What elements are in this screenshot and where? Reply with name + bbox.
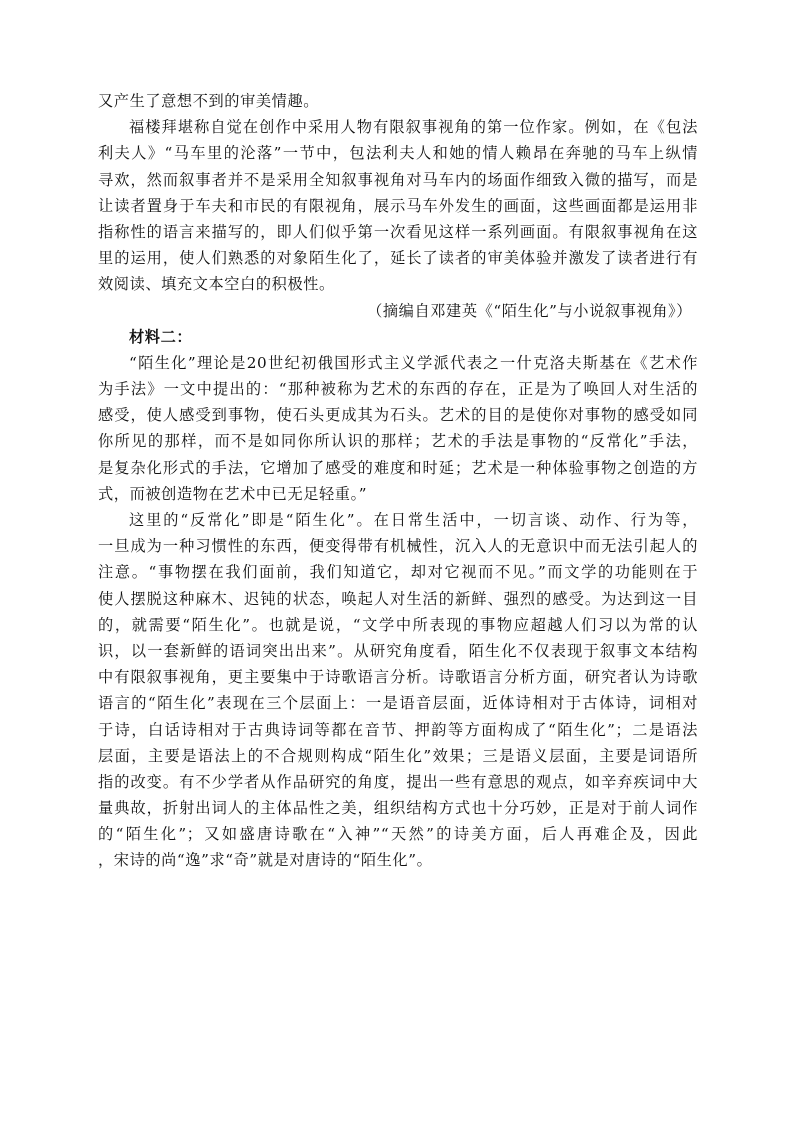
text-line: 你所见的那样，而不是如同你所认识的那样；艺术的手法是事物的“反常化”手法， [98,432,698,451]
text-line: 层面，主要是语法上的不合规则构成“陌生化”效果；三是语义层面，主要是词语所 [98,746,698,765]
paragraph-intro [98,88,698,114]
text-line: 量典故，折射出词人的主体品性之美，组织结构方式也十分巧妙，正是对于前人词作 [98,799,698,818]
citation: （摘编自邓建英《“陌生化”与小说叙事视角》） [367,301,692,320]
text-line: 让读者置身于车夫和市民的有限视角，展示马车外发生的画面，这些画面都是运用非 [98,196,698,215]
text-line: 这里的“反常化”即是“陌生化”。在日常生活中，一切言谈、动作、行为等， [129,511,698,529]
text-line: 感受，使人感受到事物，使石头更成其为石头。艺术的目的是使你对事物的感受如同 [98,406,698,425]
text-line: 为手法》一文中提出的：“那种被称为艺术的东西的存在，正是为了唤回人对生活的 [98,380,698,399]
text-line: 中有限叙事视角，更主要集中于诗歌语言分析。诗歌语言分析方面，研究者认为诗歌 [98,668,698,687]
text-line: 的“陌生化”；又如盛唐诗歌在“入神”“天然”的诗美方面，后人再难企及，因此 [98,825,698,844]
text-line: 语言的“陌生化”表现在三个层面上：一是语音层面，近体诗相对于古体诗，词相对 [98,694,698,713]
paragraph-theory [98,350,698,507]
text-line: 里的运用，使人们熟悉的对象陌生化了，延长了读者的审美体验并激发了读者进行有 [98,249,698,268]
text-line: 的，就需要“陌生化”。也就是说，“文学中所表现的事物应超越人们习以为常的认 [98,615,698,634]
material-two-heading: 材料二： [129,327,193,346]
text-line: ，宋诗的尚“逸”求“奇”就是对唐诗的“陌生化”。 [98,851,433,870]
paragraph-defamiliarization [98,507,698,874]
text-line: 效阅读、填充文本空白的积极性。 [98,275,335,294]
text-line: 指的改变。有不少学者从作品研究的角度，提出一些有意思的观点，如辛弃疾词中大 [98,772,698,791]
text-line: 是复杂化形式的手法，它增加了感受的难度和时延；艺术是一种体验事物之创造的方 [98,458,698,477]
document-page [98,88,698,874]
paragraph-flaubert [98,114,698,297]
text-line: 指称性的语言来描写的，即人们似乎第一次看见这样一系列画面。有限叙事视角在这 [98,222,698,241]
text-line: 注意。“事物摆在我们面前，我们知道它，却对它视而不见。”而文学的功能则在于 [98,563,698,582]
text-line: 识，以一套新鲜的语词突出出来”。从研究角度看，陌生化不仅表现于叙事文本结构 [98,641,698,660]
text-line: 式，而被创造物在艺术中已无足轻重。” [98,484,368,503]
text-line: 寻欢，然而叙事者并不是采用全知叙事视角对马车内的场面作细致入微的描写，而是 [98,170,698,189]
text-line: “陌生化”理论是20世纪初俄国形式主义学派代表之一什克洛夫斯基在《艺术作 [129,353,698,372]
text-line: 又产生了意想不到的审美情趣。 [98,92,320,110]
text-line: 福楼拜堪称自觉在创作中采用人物有限叙事视角的第一位作家。例如，在《包法 [129,118,698,137]
text-line: 于诗，白话诗相对于古典诗词等都在音节、押韵等方面构成了“陌生化”；二是语法 [98,720,698,739]
text-line: 使人摆脱这种麻木、迟钝的状态，唤起人对生活的新鲜、强烈的感受。为达到这一目 [98,589,698,608]
text-line: 一旦成为一种习惯性的东西，便变得带有机械性，沉入人的无意识中而无法引起人的 [98,537,698,556]
text-line: 利夫人》“马车里的沦落”一节中，包法利夫人和她的情人赖昂在奔驰的马车上纵情 [98,144,698,163]
